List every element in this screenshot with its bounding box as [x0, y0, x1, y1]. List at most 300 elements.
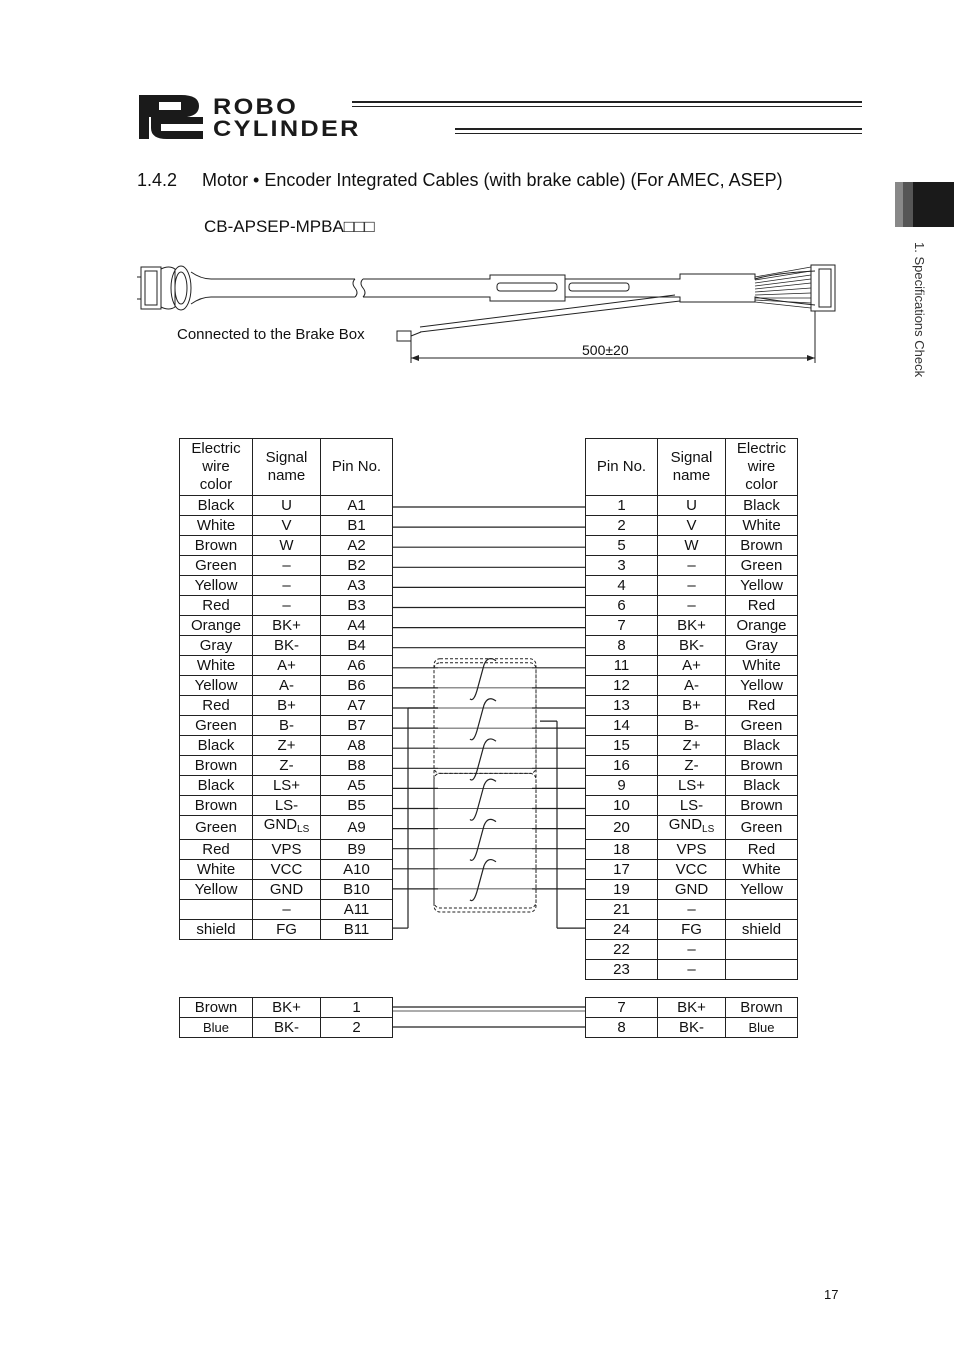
pin-number-cell: [586, 776, 658, 796]
wire-color-cell-text: Brown: [194, 998, 238, 1016]
header-signal-name: Signal name: [253, 439, 321, 496]
wire-color-cell-text: Brown: [194, 536, 238, 554]
wire-color-cell-text: Green: [195, 716, 237, 734]
pin-number-cell: [321, 1018, 393, 1038]
pin-number-cell: [321, 736, 393, 756]
pin-number-cell: [586, 756, 658, 776]
wire-color-cell: [726, 816, 798, 840]
wire-color-cell-text: Black: [197, 776, 235, 794]
pin-number-cell-text: 8: [617, 636, 626, 654]
table-row: [586, 860, 798, 880]
wire-color-cell: [180, 516, 253, 536]
twist-mark-icon: [470, 659, 496, 700]
signal-name-cell: [253, 716, 321, 736]
signal-name-cell: [253, 676, 321, 696]
table-row: [180, 536, 393, 556]
wire-color-cell: [726, 556, 798, 576]
table-header-row: [180, 439, 393, 496]
signal-name-cell-text: A-: [279, 676, 294, 694]
pin-number-cell: [321, 900, 393, 920]
wire-color-cell-text: Yellow: [740, 676, 783, 694]
signal-name-cell-text: FG: [681, 920, 702, 938]
signal-name-cell: [658, 940, 726, 960]
pin-number-cell-text: 10: [613, 796, 630, 814]
signal-name-cell: [658, 536, 726, 556]
header-pin-no: Pin No.: [586, 439, 658, 496]
header-pin-no: Pin No.: [321, 439, 393, 496]
wire-color-cell: [180, 756, 253, 776]
table-row: [586, 920, 798, 940]
pin-number-cell-text: 11: [613, 656, 630, 674]
wire-color-cell: [180, 636, 253, 656]
wire-color-cell-text: Gray: [199, 636, 233, 654]
signal-name-cell-text: VCC: [270, 860, 303, 878]
pin-number-cell-text: 24: [613, 920, 630, 938]
pin-number-cell-text: B9: [347, 840, 366, 858]
pin-number-cell-text: 2: [352, 1018, 361, 1036]
pin-number-cell-text: 20: [613, 818, 630, 836]
header-signal-name: Signal name: [658, 439, 726, 496]
pin-number-cell: [586, 880, 658, 900]
wire-color-cell: [726, 656, 798, 676]
section-number: 1.4.2: [137, 170, 178, 190]
pin-number-cell-text: A5: [347, 776, 366, 794]
pin-number-cell: [586, 940, 658, 960]
pin-number-cell-text: B1: [347, 516, 366, 534]
header-wire-color: Electric wire color: [726, 439, 798, 496]
table-row: [586, 656, 798, 676]
wire-color-cell: [180, 496, 253, 516]
pin-number-cell: [321, 656, 393, 676]
brake-box-label: Connected to the Brake Box: [177, 326, 365, 343]
table-row: [180, 860, 393, 880]
signal-name-cell-text: –: [687, 576, 696, 594]
signal-name-cell-text: BK+: [677, 998, 706, 1016]
signal-name-cell-text: B+: [277, 696, 296, 714]
signal-name-cell-text: Z-: [684, 756, 699, 774]
pin-number-cell: [321, 676, 393, 696]
signal-name-cell-text: –: [282, 556, 291, 574]
wire-color-cell: [180, 696, 253, 716]
right-brake-table: [585, 997, 798, 1038]
wire-color-cell-text: Black: [197, 736, 235, 754]
wire-color-cell: [180, 880, 253, 900]
signal-name-cell: [253, 736, 321, 756]
wire-color-cell: [180, 900, 253, 920]
wire-color-cell-text: Gray: [745, 636, 778, 654]
wire-color-cell-text: Orange: [736, 616, 787, 634]
wiring-lines: [392, 438, 586, 1048]
pin-number-cell: [321, 696, 393, 716]
table-row: [586, 880, 798, 900]
signal-name-cell: [658, 656, 726, 676]
header-rule-bottom-2: [455, 133, 862, 134]
pin-number-cell-text: 2: [617, 516, 626, 534]
signal-name-cell: [253, 616, 321, 636]
pin-number-cell: [321, 776, 393, 796]
wire-color-cell: [726, 1018, 798, 1038]
wire-color-cell: [726, 516, 798, 536]
wire-color-cell: [180, 716, 253, 736]
wire-color-cell-text: shield: [741, 920, 782, 938]
twisted-pair-shield-box: [434, 659, 536, 774]
signal-name-cell-text: BK+: [677, 616, 706, 634]
wire-color-cell: [726, 796, 798, 816]
wire-color-cell-text: Yellow: [740, 576, 783, 594]
table-row: [586, 900, 798, 920]
signal-name-cell: [658, 900, 726, 920]
signal-name-cell-text: LS-: [274, 796, 299, 814]
pin-number-cell-text: B3: [347, 596, 366, 614]
table-row: [586, 576, 798, 596]
table-row: [586, 636, 798, 656]
table-row: [180, 776, 393, 796]
signal-name-cell-text: BK+: [272, 616, 301, 634]
table-row: [586, 516, 798, 536]
table-row: [586, 940, 798, 960]
signal-name-cell: [658, 860, 726, 880]
wire-color-cell: [726, 860, 798, 880]
header-rule-bottom: [455, 128, 862, 130]
wire-color-cell-text: Yellow: [194, 576, 238, 594]
wire-color-cell: [180, 860, 253, 880]
twisted-pair-shield-box: [434, 773, 536, 912]
pin-number-cell-text: 15: [613, 736, 630, 754]
pin-number-cell: [586, 816, 658, 840]
signal-name-cell: [658, 840, 726, 860]
table-row: [180, 596, 393, 616]
signal-subscript: LS: [297, 824, 310, 835]
left-brake-table: [179, 997, 393, 1038]
table-row: [586, 960, 798, 980]
pin-number-cell-text: 1: [617, 496, 626, 514]
pin-number-cell-text: 23: [613, 960, 630, 978]
signal-name-cell-text: BK-: [273, 636, 299, 654]
pin-number-cell-text: B4: [347, 636, 366, 654]
table-row: [586, 556, 798, 576]
wire-color-cell-text: Green: [740, 716, 783, 734]
signal-name-cell-text: GND: [269, 880, 304, 898]
pin-number-cell-text: B10: [343, 880, 370, 898]
signal-name-cell-text: W: [279, 536, 294, 554]
pin-number-cell: [321, 880, 393, 900]
wire-color-cell-text: Red: [202, 696, 230, 714]
pin-number-cell: [586, 920, 658, 940]
pin-number-cell-text: B6: [347, 676, 366, 694]
signal-name-cell: [658, 516, 726, 536]
table-row: [180, 900, 393, 920]
wire-color-cell-text: Brown: [194, 796, 238, 814]
signal-name-cell-text: –: [687, 556, 696, 574]
signal-name-cell-text: LS-: [679, 796, 704, 814]
wire-color-cell: [180, 776, 253, 796]
left-table-body: [180, 496, 393, 940]
signal-name-cell: [253, 816, 321, 840]
signal-name-cell-text: BK+: [272, 998, 301, 1016]
pin-number-cell: [586, 656, 658, 676]
signal-name-cell-text: BK-: [273, 1018, 299, 1036]
pin-number-cell: [586, 636, 658, 656]
signal-name-cell: [253, 900, 321, 920]
signal-name-cell: [253, 556, 321, 576]
signal-name-cell: [658, 998, 726, 1018]
wire-color-cell-text: Black: [743, 776, 780, 794]
pin-number-cell-text: 7: [617, 998, 626, 1016]
pin-number-cell: [321, 616, 393, 636]
pin-number-cell: [586, 900, 658, 920]
table-row: [180, 880, 393, 900]
pin-number-cell-text: 17: [613, 860, 630, 878]
model-code: CB-APSEP-MPBA□□□: [204, 217, 375, 236]
wire-color-cell-text: Blue: [748, 1019, 775, 1035]
wire-color-cell: [726, 596, 798, 616]
table-row: [180, 920, 393, 940]
signal-name-cell: [253, 516, 321, 536]
signal-name-cell: [658, 696, 726, 716]
wire-color-cell-text: Red: [747, 696, 776, 714]
signal-name-cell-text: B-: [279, 716, 294, 734]
chapter-side-label: 1. Specifications Check: [912, 242, 927, 378]
table-row: [586, 736, 798, 756]
pin-number-cell-text: 22: [613, 940, 630, 958]
wire-color-cell-text: Red: [202, 596, 230, 614]
signal-name-cell-text: U: [281, 496, 292, 514]
wire-color-cell: [180, 816, 253, 840]
wire-color-cell-text: Brown: [194, 756, 238, 774]
table-row: [586, 596, 798, 616]
signal-name-cell: [253, 576, 321, 596]
wire-color-cell: [180, 736, 253, 756]
pin-number-cell-text: 14: [613, 716, 630, 734]
pin-number-cell: [586, 860, 658, 880]
pin-number-cell: [321, 716, 393, 736]
signal-name-cell-text: VCC: [675, 860, 708, 878]
header-wire-color: Electric wire color: [180, 439, 253, 496]
signal-name-cell: [658, 880, 726, 900]
pin-number-cell: [586, 556, 658, 576]
signal-name-cell-text: B+: [682, 696, 701, 714]
signal-name-cell: [253, 920, 321, 940]
pin-number-cell: [586, 516, 658, 536]
signal-name-cell: [658, 816, 726, 840]
signal-name-cell-text: VPS: [676, 840, 707, 858]
wire-color-cell: [180, 676, 253, 696]
wire-color-cell: [180, 998, 253, 1018]
pin-number-cell: [321, 756, 393, 776]
table-row: [586, 816, 798, 840]
wire-color-cell: [180, 796, 253, 816]
pin-number-cell-text: B8: [347, 756, 366, 774]
signal-name-cell: [253, 696, 321, 716]
left-brake-body: [180, 998, 393, 1038]
wire-color-cell: [726, 900, 798, 920]
wire-color-cell: [726, 940, 798, 960]
signal-name-cell-text: Z-: [279, 756, 294, 774]
section-heading: [137, 170, 783, 191]
wire-color-cell-text: Green: [195, 818, 237, 836]
wire-color-cell: [726, 776, 798, 796]
wire-color-cell: [180, 536, 253, 556]
signal-name-cell: [253, 636, 321, 656]
wire-color-cell-text: White: [742, 516, 781, 534]
signal-name-cell-text: Z+: [277, 736, 296, 754]
signal-name-cell-text: W: [684, 536, 699, 554]
pin-number-cell: [321, 596, 393, 616]
pin-number-cell-text: A9: [347, 818, 366, 836]
wire-color-cell: [726, 616, 798, 636]
signal-name-cell: [253, 880, 321, 900]
signal-name-cell: [253, 536, 321, 556]
pin-number-cell-text: 5: [617, 536, 626, 554]
pin-number-cell-text: 9: [617, 776, 626, 794]
table-row: [586, 998, 798, 1018]
pin-number-cell: [321, 860, 393, 880]
pin-number-cell: [586, 676, 658, 696]
table-row: [180, 796, 393, 816]
table-row: [586, 716, 798, 736]
signal-name-cell: [658, 576, 726, 596]
table-row: [586, 840, 798, 860]
section-title: Motor • Encoder Integrated Cables (with brake cable) (For AMEC, ASEP): [202, 170, 783, 190]
pin-number-cell-text: A7: [347, 696, 366, 714]
wire-color-cell-text: Green: [740, 556, 783, 574]
signal-name-cell: [658, 736, 726, 756]
pin-number-cell-text: A11: [343, 900, 370, 918]
wire-color-cell: [726, 920, 798, 940]
pin-number-cell-text: 19: [613, 880, 630, 898]
wire-color-cell: [726, 716, 798, 736]
pin-number-cell-text: 1: [352, 998, 361, 1016]
pin-number-cell-text: 18: [613, 840, 630, 858]
table-row: [180, 556, 393, 576]
pin-number-cell-text: 12: [613, 676, 630, 694]
table-header-row: [586, 439, 798, 496]
signal-name-cell: [658, 960, 726, 980]
wire-color-cell: [726, 676, 798, 696]
signal-name-cell-text: VPS: [271, 840, 302, 858]
table-row: [180, 616, 393, 636]
signal-name-cell: [253, 840, 321, 860]
twist-mark-icon: [470, 819, 496, 860]
pin-number-cell: [321, 556, 393, 576]
signal-name-cell-text: LS+: [272, 776, 301, 794]
pin-number-cell: [586, 576, 658, 596]
table-row: [180, 676, 393, 696]
wire-color-cell-text: Black: [743, 736, 780, 754]
signal-name-cell: [253, 496, 321, 516]
signal-name-cell-text: –: [687, 960, 696, 978]
rc-logo-icon: [137, 93, 207, 141]
signal-name-cell-text: –: [282, 900, 291, 918]
twisted-pair-shield-box: [434, 663, 536, 908]
table-row: [180, 516, 393, 536]
signal-name-cell-text: –: [687, 596, 696, 614]
pin-number-cell: [321, 816, 393, 840]
header-rule-top: [352, 101, 862, 103]
wire-color-cell: [726, 840, 798, 860]
wire-color-cell: [180, 840, 253, 860]
signal-name-cell: [658, 636, 726, 656]
header-rule-top-2: [352, 106, 862, 107]
pin-number-cell: [586, 496, 658, 516]
pin-number-cell-text: A4: [347, 616, 366, 634]
signal-name-cell: [253, 1018, 321, 1038]
pin-number-cell-text: 6: [617, 596, 626, 614]
chapter-tab-icon: [895, 182, 954, 227]
twist-mark-icon: [470, 699, 496, 740]
wire-color-cell-text: Red: [747, 840, 776, 858]
wire-color-cell: [726, 960, 798, 980]
wire-color-cell: [180, 556, 253, 576]
wire-color-cell: [726, 536, 798, 556]
signal-name-cell: [658, 796, 726, 816]
pin-number-cell: [586, 960, 658, 980]
logo-text-cylinder: CYLINDER: [213, 116, 361, 141]
table-row: [586, 676, 798, 696]
table-row: [586, 536, 798, 556]
wire-color-cell: [726, 998, 798, 1018]
signal-name-cell-text: GND: [263, 816, 298, 833]
signal-name-cell-text: BK-: [678, 1018, 704, 1036]
pin-number-cell: [321, 998, 393, 1018]
table-row: [180, 576, 393, 596]
signal-name-cell-text: B-: [684, 716, 699, 734]
table-row: [180, 496, 393, 516]
pin-number-cell: [321, 536, 393, 556]
wire-color-cell-text: Yellow: [740, 880, 783, 898]
wire-color-cell: [726, 756, 798, 776]
table-row: [180, 816, 393, 840]
pin-number-cell: [586, 736, 658, 756]
wire-color-cell-text: White: [196, 656, 236, 674]
signal-name-cell: [658, 616, 726, 636]
signal-name-cell-text: –: [687, 900, 696, 918]
pin-number-cell: [586, 696, 658, 716]
signal-name-cell: [658, 776, 726, 796]
wire-color-cell-text: Black: [197, 496, 235, 514]
pin-number-cell: [321, 496, 393, 516]
wire-color-cell-text: White: [742, 656, 781, 674]
pin-number-cell: [586, 796, 658, 816]
signal-name-cell: [253, 796, 321, 816]
pin-number-cell-text: 21: [613, 900, 630, 918]
table-row: [180, 656, 393, 676]
wire-color-cell: [180, 1018, 253, 1038]
signal-name-cell: [253, 656, 321, 676]
length-dimension-label: 500±20: [582, 342, 629, 358]
signal-name-cell-text: U: [686, 496, 697, 514]
pin-number-cell-text: 16: [613, 756, 630, 774]
signal-name-cell: [658, 716, 726, 736]
signal-name-cell: [658, 920, 726, 940]
pin-number-cell: [586, 1018, 658, 1038]
pin-number-cell: [586, 616, 658, 636]
logo-text-robo: ROBO: [213, 94, 299, 119]
table-row: [586, 496, 798, 516]
signal-name-cell-text: –: [687, 940, 696, 958]
pin-number-cell-text: B2: [347, 556, 366, 574]
signal-name-cell-text: –: [282, 576, 291, 594]
signal-name-cell-text: A+: [682, 656, 701, 674]
wire-color-cell-text: White: [196, 516, 236, 534]
table-row: [180, 716, 393, 736]
wire-color-cell-text: Brown: [740, 536, 783, 554]
wire-color-cell: [726, 880, 798, 900]
signal-name-cell-text: GND: [674, 880, 709, 898]
page-number: 17: [824, 1287, 839, 1302]
table-row: [586, 756, 798, 776]
wire-color-cell: [180, 596, 253, 616]
